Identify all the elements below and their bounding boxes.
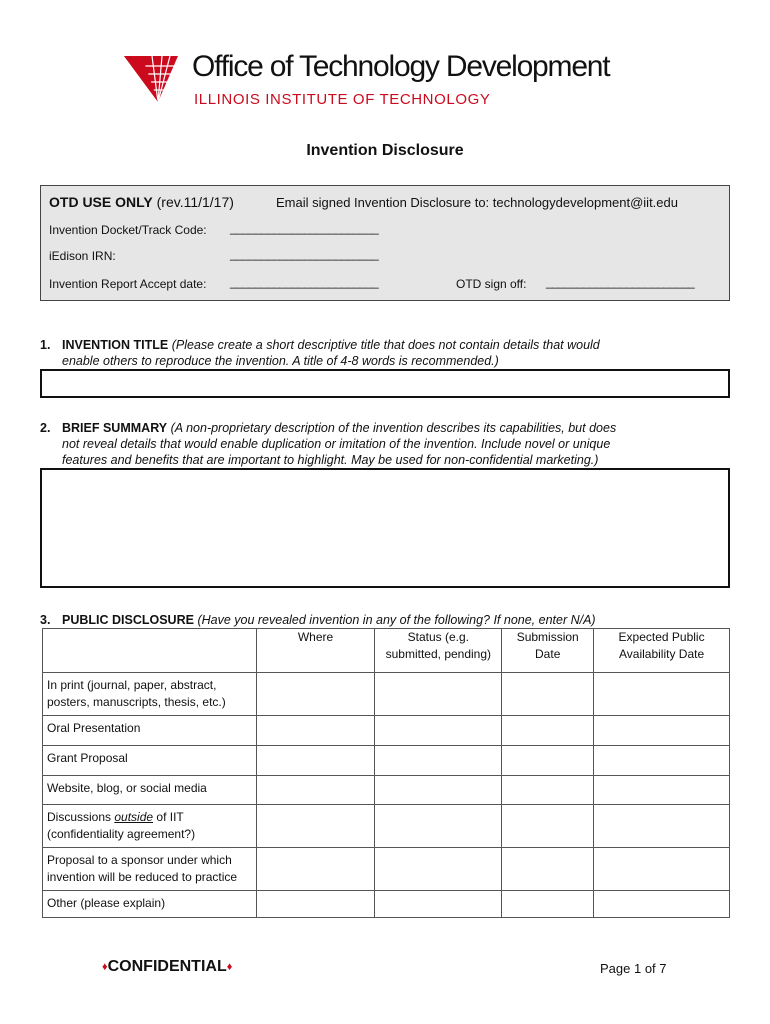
row-label-other: Other (please explain) [43, 891, 257, 918]
status-cell[interactable] [375, 891, 502, 918]
status-cell[interactable] [375, 746, 502, 776]
otd-label: OTD USE ONLY [49, 194, 153, 210]
section-heading: INVENTION TITLE [62, 338, 169, 352]
otd-revision: (rev.11/1/17) [156, 194, 234, 210]
iit-logo-icon [122, 52, 182, 108]
confidential-label [102, 958, 232, 976]
signoff-label: OTD sign off: [456, 277, 527, 291]
row-label-grant: Grant Proposal [43, 746, 257, 776]
submission-date-cell[interactable] [502, 716, 594, 746]
row-label-sponsor: Proposal to a sponsor under which invention will be reduced to practice [43, 848, 257, 891]
row-label-print: In print (journal, paper, abstract, posters, manuscripts, thesis, etc.) [43, 673, 257, 716]
column-header-type [43, 629, 257, 673]
column-header-where: Where [256, 629, 375, 673]
public-disclosure-section [40, 612, 596, 628]
section-instructions: not reveal details that would enable duplication or imitation of the invention. Include novel or unique [62, 437, 611, 451]
status-cell[interactable] [375, 673, 502, 716]
submission-date-cell[interactable] [502, 673, 594, 716]
status-cell[interactable] [375, 805, 502, 848]
where-cell[interactable] [256, 716, 375, 746]
where-cell[interactable] [256, 848, 375, 891]
table-row [43, 805, 730, 848]
document-title: Invention Disclosure [306, 142, 464, 159]
table-row [43, 848, 730, 891]
accept-date-field[interactable]: ________________________ [230, 275, 379, 289]
where-cell[interactable] [256, 805, 375, 848]
expected-date-cell[interactable] [594, 891, 730, 918]
section-number: 1. [40, 338, 51, 352]
otd-heading [49, 194, 234, 210]
org-name: Office of Technology Development [192, 50, 610, 83]
invention-title-section [40, 337, 600, 369]
iedison-label: iEdison IRN: [49, 249, 116, 263]
table-row [43, 716, 730, 746]
where-cell[interactable] [256, 746, 375, 776]
where-cell[interactable] [256, 673, 375, 716]
institution-name: ILLINOIS INSTITUTE OF TECHNOLOGY [194, 91, 491, 108]
section-heading: BRIEF SUMMARY [62, 421, 168, 435]
section-heading: PUBLIC DISCLOSURE [62, 613, 194, 627]
status-cell[interactable] [375, 776, 502, 805]
otd-use-only-box [40, 185, 730, 301]
row-label-discussions: Discussions outside of IIT (confidentiality agreement?) [43, 805, 257, 848]
section-number: 3. [40, 613, 51, 627]
section-instructions: (Have you revealed invention in any of the following? If none, enter N/A) [197, 613, 596, 627]
expected-date-cell[interactable] [594, 776, 730, 805]
status-cell[interactable] [375, 848, 502, 891]
iedison-field[interactable]: ________________________ [230, 247, 379, 261]
section-number: 2. [40, 421, 51, 435]
diamond-icon: ♦ [226, 960, 233, 973]
column-header-submission-date: Submission Date [502, 629, 594, 673]
invention-title-input[interactable] [40, 369, 730, 398]
submission-date-cell[interactable] [502, 848, 594, 891]
submission-date-cell[interactable] [502, 805, 594, 848]
table-header-row [43, 629, 730, 673]
page-number: Page 1 of 7 [600, 961, 667, 976]
submission-date-cell[interactable] [502, 891, 594, 918]
brief-summary-input[interactable] [40, 468, 730, 588]
confidential-text: CONFIDENTIAL [107, 958, 227, 975]
docket-field[interactable]: ________________________ [230, 221, 379, 235]
docket-label: Invention Docket/Track Code: [49, 223, 207, 237]
row-label-oral: Oral Presentation [43, 716, 257, 746]
status-cell[interactable] [375, 716, 502, 746]
expected-date-cell[interactable] [594, 673, 730, 716]
expected-date-cell[interactable] [594, 805, 730, 848]
table-row [43, 776, 730, 805]
table-row [43, 673, 730, 716]
where-cell[interactable] [256, 776, 375, 805]
public-disclosure-table [42, 628, 730, 918]
expected-date-cell[interactable] [594, 716, 730, 746]
brief-summary-section [40, 420, 616, 468]
expected-date-cell[interactable] [594, 848, 730, 891]
where-cell[interactable] [256, 891, 375, 918]
accept-date-label: Invention Report Accept date: [49, 277, 207, 291]
section-instructions: (Please create a short descriptive title that does not contain details that would [171, 338, 600, 352]
section-instructions: features and benefits that are important to highlight. May be used for non-confidential marketing.) [62, 453, 599, 467]
submission-date-cell[interactable] [502, 776, 594, 805]
table-row [43, 746, 730, 776]
row-label-website: Website, blog, or social media [43, 776, 257, 805]
otd-email-note: Email signed Invention Disclosure to: technologydevelopment@iit.edu [276, 195, 678, 210]
table-row [43, 891, 730, 918]
diamond-icon: ♦ [102, 960, 108, 973]
submission-date-cell[interactable] [502, 746, 594, 776]
section-instructions: enable others to reproduce the invention. A title of 4-8 words is recommended.) [62, 354, 499, 368]
section-instructions: (A non-proprietary description of the invention describes its capabilities, but does [170, 421, 617, 435]
signoff-field[interactable]: ________________________ [546, 275, 695, 289]
column-header-status: Status (e.g. submitted, pending) [375, 629, 502, 673]
column-header-expected-date: Expected Public Availability Date [594, 629, 730, 673]
header-logo [122, 52, 642, 112]
expected-date-cell[interactable] [594, 746, 730, 776]
